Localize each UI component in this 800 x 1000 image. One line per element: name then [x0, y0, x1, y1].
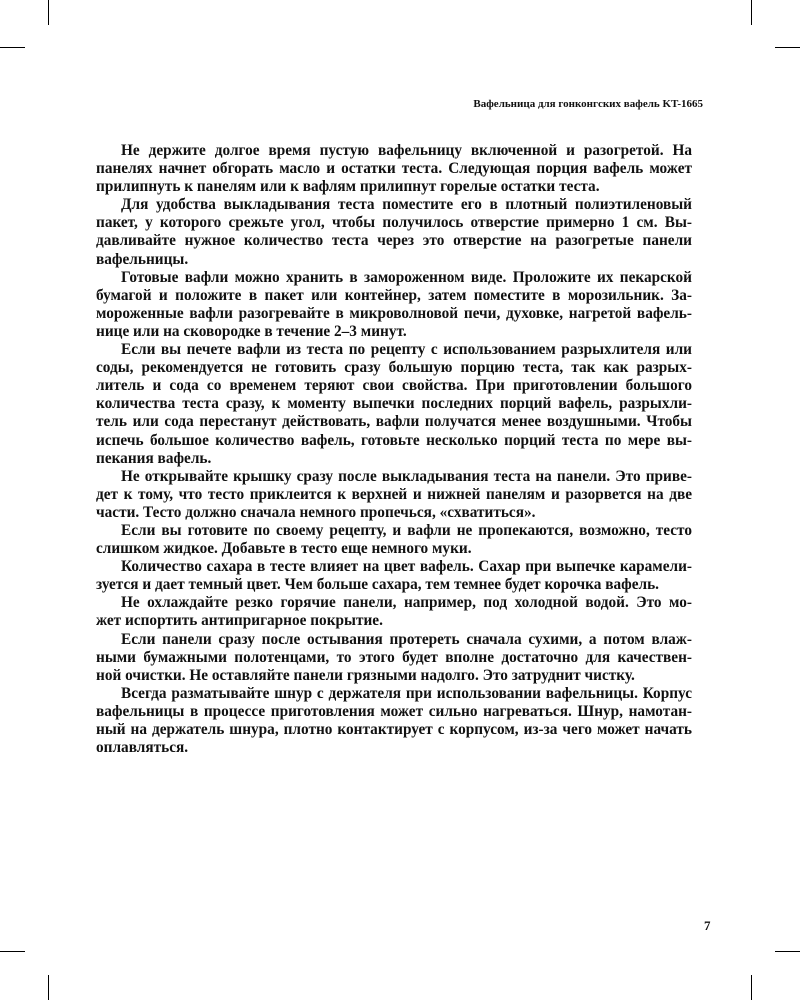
text-line: Не охлаждайте резко горячие панели, например, под холодной водой. Это мо- — [121, 594, 692, 612]
text-line: Для удобства выкладывания теста поместите его в плотный полиэтиленовый — [121, 196, 692, 214]
text-line: дет к тому, что тесто приклеится к верхней и нижней панелям и разорвется на две — [96, 485, 692, 503]
text-line: Не держите долгое время пустую вафельницу включенной и разогретой. На — [121, 142, 692, 159]
body-text — [96, 142, 692, 757]
text-line: нице или на сковородке в течение 2–3 минут. — [96, 322, 407, 340]
text-line: литель и сода со временем теряют свои свойства. При приготовлении большого — [96, 377, 692, 395]
crop-mark-top-right — [751, 0, 752, 25]
crop-mark-left-top — [0, 47, 25, 48]
text-line: ный на держатель шнура, плотно контактирует с корпусом, из-за чего может начать — [96, 721, 692, 738]
text-line: панелях начнет обгорать масло и остатки теста. Следующая порция вафель может — [96, 160, 692, 178]
text-line: зуется и дает темный цвет. Чем больше сахара, тем темнее будет корочка вафель. — [96, 576, 659, 594]
text-line: прилипнуть к панелям или к вафлям прилипнут горелые остатки теста. — [96, 178, 600, 196]
crop-mark-bottom-left — [48, 975, 49, 1000]
text-line: Не открывайте крышку сразу после выкладывания теста на панели. Это приве- — [121, 467, 692, 485]
text-line: части. Тесто должно сначала немного пропечься, «схватиться». — [96, 503, 536, 521]
text-line: Если вы готовите по своему рецепту, и вафли не пропекаются, возможно, тесто — [121, 521, 692, 539]
text-line: бумагой и положите в пакет или контейнер, затем поместите в морозильник. За- — [96, 286, 692, 304]
text-line: пакет, у которого срежьте угол, чтобы получилось отверстие примерно 1 см. Вы- — [96, 214, 692, 232]
text-line: ной очистки. Не оставляйте панели грязными надолго. Это затруднит чистку. — [96, 666, 635, 684]
crop-mark-left-bottom — [0, 951, 25, 952]
text-line: Готовые вафли можно хранить в замороженном виде. Проложите их пекарской — [121, 268, 692, 286]
crop-mark-top-left — [48, 0, 49, 25]
text-line: мороженные вафли разогревайте в микроволновой печи, духовке, нагретой вафель- — [96, 304, 692, 322]
text-line: тель или сода перестанут действовать, вафли получатся менее воздушными. Чтобы — [96, 413, 692, 431]
text-line: жет испортить антипригарное покрытие. — [96, 612, 383, 630]
text-line: ными бумажными полотенцами, то этого будет вполне достаточно для качествен- — [96, 648, 692, 666]
crop-mark-right-bottom — [775, 951, 800, 952]
page-number: 7 — [704, 918, 711, 933]
text-line: Если панели сразу после остывания протереть сначала сухими, а потом влаж- — [121, 630, 692, 648]
running-header-title: Вафельница для гонконгских вафель KT-1665 — [473, 98, 703, 110]
text-line: испечь большое количество вафель, готовьте несколько порций теста по мере вы- — [96, 431, 692, 449]
crop-mark-right-top — [775, 47, 800, 48]
text-line: оплавляться. — [96, 739, 189, 757]
text-line: слишком жидкое. Добавьте в тесто еще немного муки. — [96, 540, 472, 558]
text-line: давливайте нужное количество теста через это отверстие на разогретые панели — [96, 232, 692, 250]
text-line: Всегда разматывайте шнур с держателя при использовании вафельницы. Корпус — [121, 684, 692, 702]
crop-mark-bottom-right — [751, 975, 752, 1000]
text-line: вафельницы. — [96, 250, 189, 268]
text-line: вафельницы в процессе приготовления может сильно нагреваться. Шнур, намотан- — [96, 702, 692, 720]
text-line: пекания вафель. — [96, 449, 212, 467]
text-line: соды, рекомендуется не готовить сразу большую порцию теста, так как разрых- — [96, 359, 692, 377]
text-line: Если вы печете вафли из теста по рецепту с использованием разрыхлителя или — [121, 341, 692, 359]
text-line: Количество сахара в тесте влияет на цвет вафель. Сахар при выпечке карамели- — [121, 558, 692, 576]
text-line: количества теста сразу, к моменту выпечки последних порций вафель, разрыхли- — [96, 395, 692, 413]
